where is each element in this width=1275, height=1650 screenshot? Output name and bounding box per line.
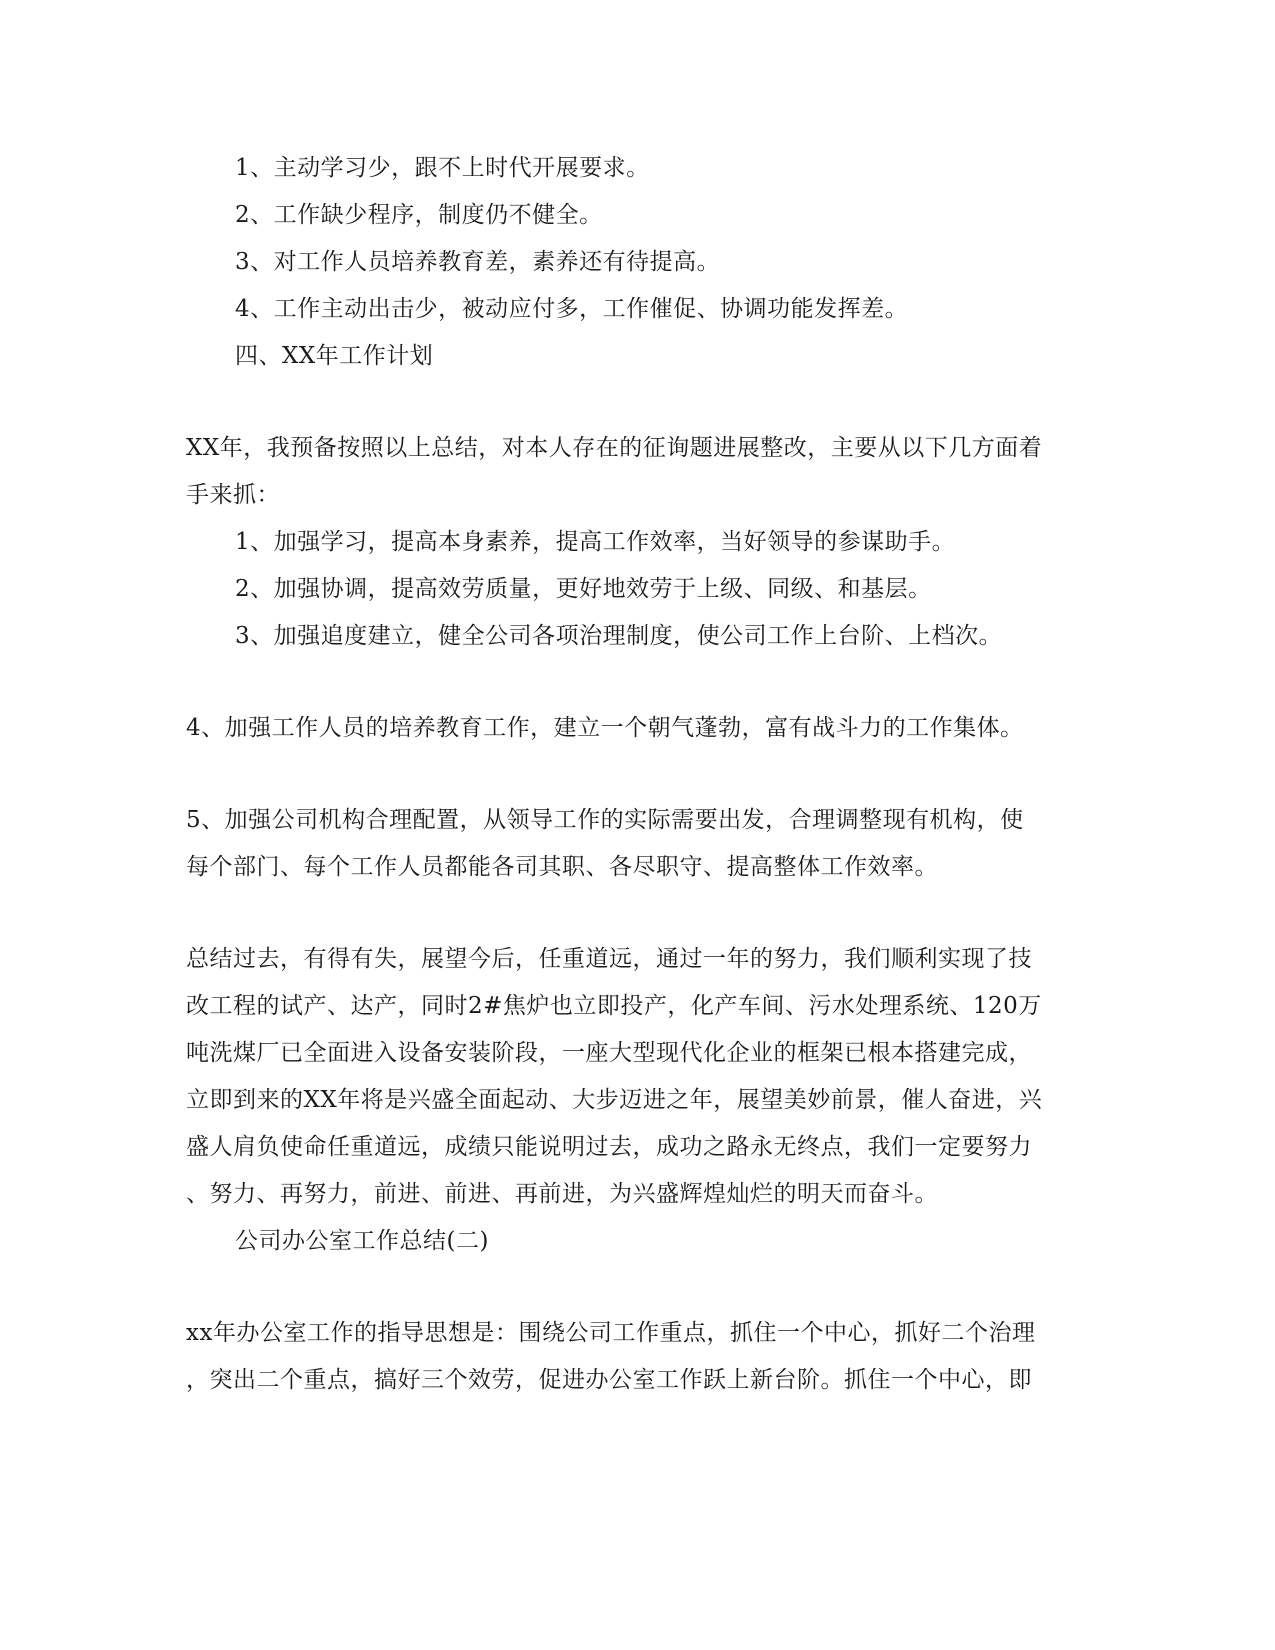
section-heading: 四、XX年工作计划: [235, 343, 434, 369]
text-line: 5、加强公司机构合理配置，从领导工作的实际需要出发，合理调整现有机构，使: [186, 807, 1024, 833]
text-line: 吨洗煤厂已全面进入设备安装阶段，一座大型现代化企业的框架已根本搭建完成，: [186, 1040, 1032, 1066]
section-heading: 公司办公室工作总结(二): [235, 1228, 489, 1254]
text-line: xx年办公室工作的指导思想是：围绕公司工作重点，抓住一个中心，抓好二个治理: [186, 1320, 1036, 1346]
text-line: 3、加强追度建立，健全公司各项治理制度，使公司工作上台阶、上档次。: [235, 623, 1003, 649]
text-line: 改工程的试产、达产，同时2#焦炉也立即投产，化产车间、污水处理系统、120万: [186, 993, 1042, 1019]
text-line: 盛人肩负使命任重道远，成绩只能说明过去，成功之路永无终点，我们一定要努力: [186, 1134, 1032, 1160]
text-line: 4、工作主动出击少，被动应付多，工作催促、协调功能发挥差。: [235, 296, 909, 322]
text-line: 总结过去，有得有失，展望今后，任重道远，通过一年的努力，我们顺利实现了技: [186, 946, 1032, 972]
text-line: 2、工作缺少程序，制度仍不健全。: [235, 202, 603, 228]
text-line: XX年，我预备按照以上总结，对本人存在的征询题进展整改，主要从以下几方面着: [186, 435, 1043, 461]
text-line: 3、对工作人员培养教育差，素养还有待提高。: [235, 249, 721, 275]
text-line: 2、加强协调，提高效劳质量，更好地效劳于上级、同级、和基层。: [235, 576, 932, 602]
text-line: 1、加强学习，提高本身素养，提高工作效率，当好领导的参谋助手。: [235, 529, 956, 555]
text-line: 、努力、再努力，前进、前进、再前进，为兴盛辉煌灿烂的明天而奋斗。: [186, 1181, 938, 1207]
text-line: 手来抓：: [186, 482, 280, 508]
text-line: 4、加强工作人员的培养教育工作，建立一个朝气蓬勃，富有战斗力的工作集体。: [186, 715, 1024, 741]
text-line: 立即到来的XX年将是兴盛全面起动、大步迈进之年，展望美妙前景，催人奋进，兴: [186, 1087, 1043, 1113]
text-line: 每个部门、每个工作人员都能各司其职、各尽职守、提高整体工作效率。: [186, 854, 938, 880]
text-line: ，突出二个重点，搞好三个效劳，促进办公室工作跃上新台阶。抓住一个中心，即: [186, 1367, 1032, 1393]
text-line: 1、主动学习少，跟不上时代开展要求。: [235, 155, 650, 181]
